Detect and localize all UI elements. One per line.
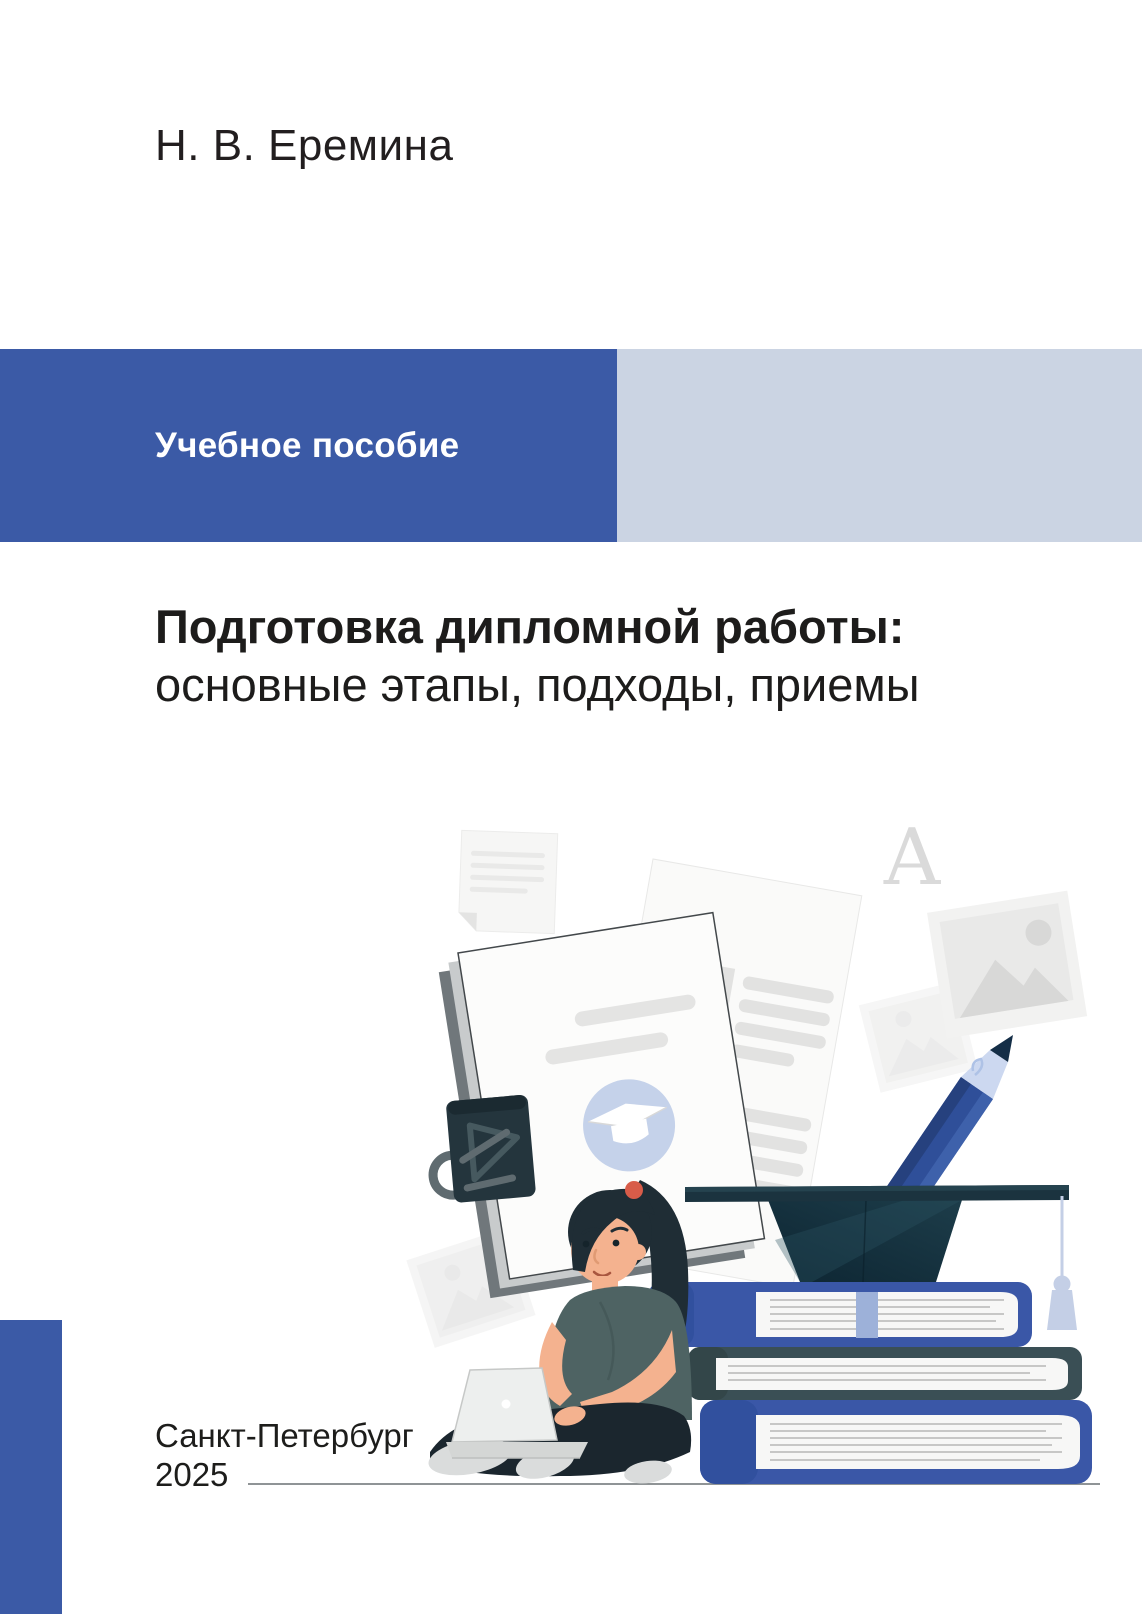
accent-bar-bottom-left [0, 1320, 62, 1614]
series-banner [0, 349, 1142, 542]
sticky-note [458, 830, 557, 933]
title-line-2: основные этапы, подходы, приемы [155, 658, 920, 711]
banner-light-block [617, 349, 1142, 542]
series-label: Учебное пособие [155, 425, 460, 465]
eye-right [613, 1240, 620, 1247]
author-name: Н. В. Еремина [155, 121, 454, 170]
books-stack [648, 1282, 1092, 1484]
photo-placeholder-right [927, 891, 1087, 1039]
book-title [155, 598, 1055, 714]
imprint [155, 1416, 414, 1494]
imprint-city: Санкт-Петербург [155, 1417, 414, 1454]
book-top [648, 1282, 1032, 1347]
imprint-year: 2025 [155, 1456, 229, 1493]
eye-left [583, 1241, 590, 1248]
title-line-1: Подготовка дипломной работы: [155, 600, 905, 653]
scrunchie [625, 1181, 643, 1199]
book-bottom [700, 1400, 1092, 1484]
watermark-letter-a: A [883, 813, 941, 903]
binder-clip [427, 1094, 537, 1204]
book-middle [688, 1347, 1082, 1400]
tassel [1047, 1196, 1077, 1330]
ear [630, 1244, 646, 1260]
cover-illustration [240, 780, 1102, 1510]
